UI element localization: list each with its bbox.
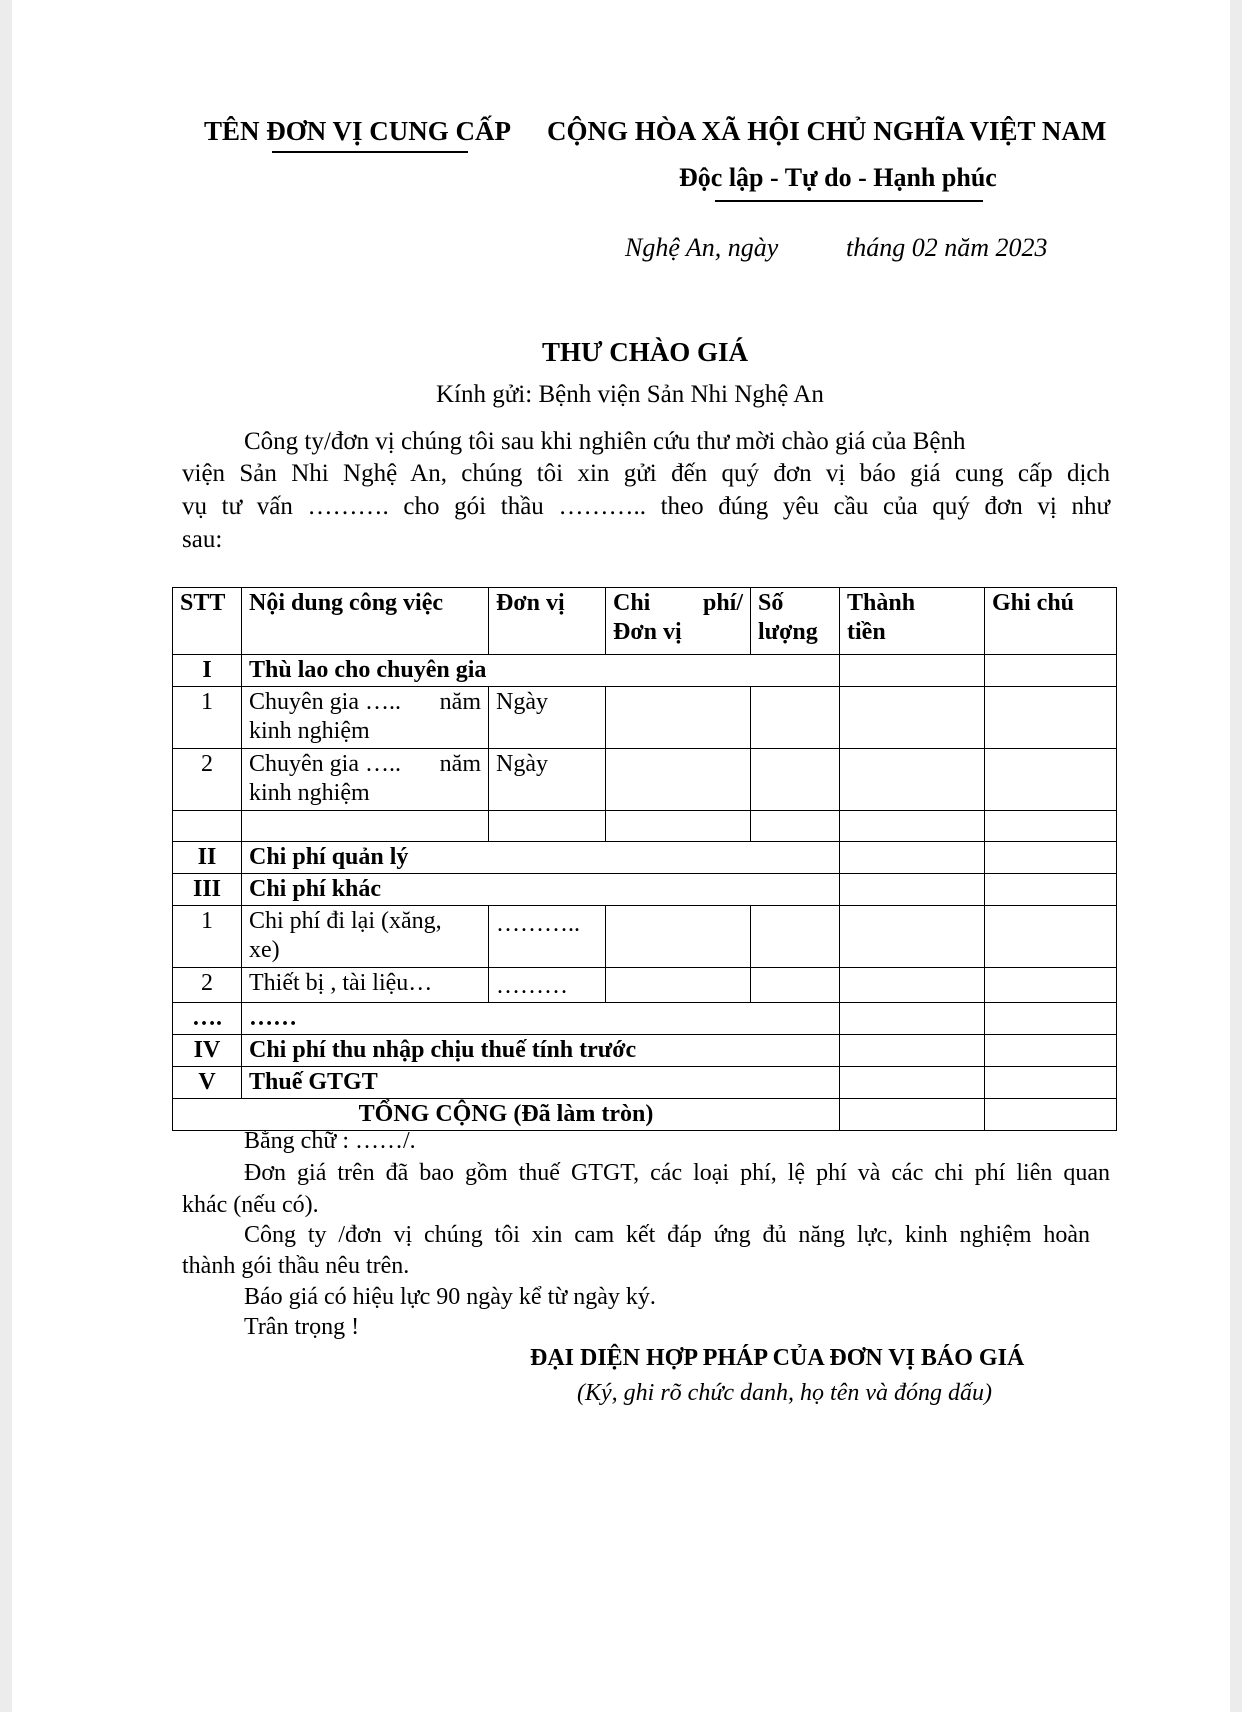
row-unit: ……….. [489,906,606,968]
commitment-line-2: thành gói thầu nêu trên. [182,1253,410,1279]
cell-note [985,655,1117,687]
commitment-line-1: Công ty /đơn vị chúng tôi xin cam kết đáp ứng đủ năng lực, kinh nghiệm hoàn [244,1222,1090,1248]
cell-amount [840,749,985,811]
cell-cost [606,749,751,811]
table-row [173,874,1117,906]
header-amount: Thành tiền [840,588,985,655]
regards: Trân trọng ! [244,1314,360,1340]
row-unit: Ngày [489,687,606,749]
cell-cost [606,687,751,749]
row-stt: …. [173,1003,242,1035]
cell-amount [840,687,985,749]
row-stt: 2 [173,968,242,1003]
table-row-empty [173,811,1117,842]
header-quantity: Số lượng [751,588,840,655]
signature-hint: (Ký, ghi rõ chức danh, họ tên và đóng dấu) [577,1380,993,1406]
price-note-line-1: Đơn giá trên đã bao gồm thuế GTGT, các loại phí, lệ phí và các chi phí liên quan [244,1160,1110,1186]
row-stt: V [173,1067,242,1099]
table-header-row [173,588,1117,655]
validity-note: Báo giá có hiệu lực 90 ngày kể từ ngày ký. [244,1284,656,1310]
row-stt: 1 [173,906,242,968]
section-label: Chi phí khác [242,874,840,906]
total-label: TỔNG CỘNG (Đã làm tròn) [173,1099,840,1131]
cell-note [985,749,1117,811]
header-content: Nội dung công việc [242,588,489,655]
letter-title: THƯ CHÀO GIÁ [542,337,749,367]
row-label: Thiết bị , tài liệu… [242,968,489,1003]
amount-in-words: Bằng chữ : ……/. [244,1128,416,1154]
section-label: Thuế GTGT [242,1067,840,1099]
row-stt: 2 [173,749,242,811]
table-row [173,1003,1117,1035]
table-row [173,906,1117,968]
row-stt: III [173,874,242,906]
intro-line-3: vụ tư vấn ………. cho gói thầu ……….. theo đúng yêu cầu của quý đơn vị như [182,493,1110,520]
row-unit: Ngày [489,749,606,811]
quote-table [172,587,1117,1131]
header-note: Ghi chú [985,588,1117,655]
intro-line-4: sau: [182,526,223,553]
table-row [173,1067,1117,1099]
supplier-name-heading: TÊN ĐƠN VỊ CUNG CẤP [204,116,512,146]
nation-heading: CỘNG HÒA XÃ HỘI CHỦ NGHĨA VIỆT NAM [547,116,1107,146]
row-label: …… [242,1003,840,1035]
document-page [12,0,1230,1712]
recipient-line: Kính gửi: Bệnh viện Sản Nhi Nghệ An [436,381,824,408]
header-cost-per-unit: Chi phí/ Đơn vị [606,588,751,655]
row-stt: I [173,655,242,687]
table-row [173,687,1117,749]
row-stt: 1 [173,687,242,749]
row-label: Chi phí đi lại (xăng, xe) [242,906,489,968]
row-stt: II [173,842,242,874]
section-label: Chi phí thu nhập chịu thuế tính trước [242,1035,840,1067]
supplier-underline [272,151,468,153]
row-label: Chuyên gia ….. năm kinh nghiệm [242,687,489,749]
national-motto: Độc lập - Tự do - Hạnh phúc [679,163,997,192]
intro-line-1: Công ty/đơn vị chúng tôi sau khi nghiên cứu thư mời chào giá của Bệnh [244,428,966,455]
row-stt: IV [173,1035,242,1067]
table-row [173,1035,1117,1067]
table-total-row [173,1099,1117,1131]
table-row [173,749,1117,811]
table-row [173,842,1117,874]
cell-amount [840,655,985,687]
month-year: tháng 02 năm 2023 [846,233,1048,262]
signature-title: ĐẠI DIỆN HỢP PHÁP CỦA ĐƠN VỊ BÁO GIÁ [530,1345,1025,1371]
cell-note [985,687,1117,749]
cell-qty [751,749,840,811]
table-row [173,655,1117,687]
price-note-line-2: khác (nếu có). [182,1192,319,1218]
header-stt: STT [173,588,242,655]
header-unit: Đơn vị [489,588,606,655]
intro-line-2: viện Sản Nhi Nghệ An, chúng tôi xin gửi đến quý đơn vị báo giá cung cấp dịch [182,460,1110,487]
section-label: Thù lao cho chuyên gia [242,655,840,687]
total-amount [840,1099,985,1131]
place-date: Nghệ An, ngày [625,233,779,262]
row-label: Chuyên gia ….. năm kinh nghiệm [242,749,489,811]
section-label: Chi phí quản lý [242,842,840,874]
motto-underline [715,200,983,202]
row-unit: ……… [489,968,606,1003]
table-row [173,968,1117,1003]
cell-qty [751,687,840,749]
